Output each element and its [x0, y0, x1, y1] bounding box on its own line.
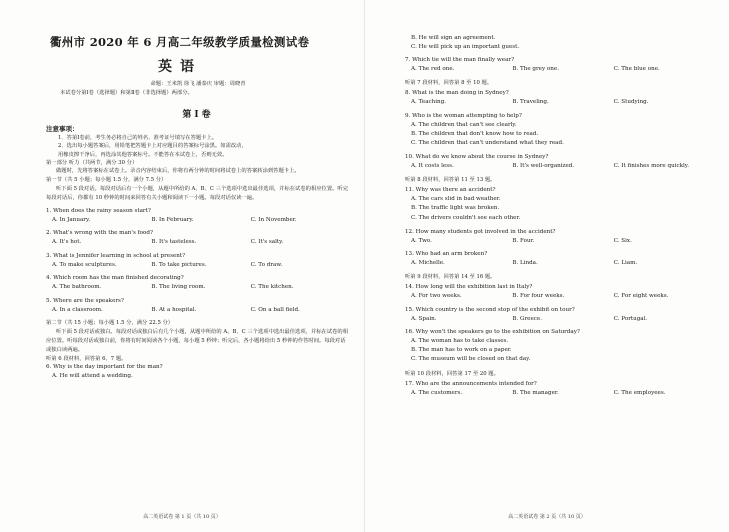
question-option: B. It's well-organized.	[512, 163, 575, 170]
question-option: B. Greece.	[512, 315, 542, 322]
question-stem: 15. Which country is the second stop of the exhibit on tour?	[405, 306, 575, 313]
exam-description: 本试卷分第Ⅰ卷（选择题）和第Ⅱ卷（非选择题）两部分。	[60, 90, 193, 97]
option-row	[46, 306, 350, 316]
subsection-one-intro: 听下面 5 段对话。每段对话后有一个小题，从题中所给的 A、B、C 三个选项中选出最佳选项，并标在试卷的相应位置。听完每段对话后，你都有 10 秒钟的时间来回答有关小题和阅读下一小题。每段对话仅读一遍。	[46, 185, 349, 201]
question-stem: 14. How long will the exhibition last in Italy?	[405, 284, 533, 291]
question-option: B. The traffic light was broken.	[411, 205, 500, 212]
question-option: A. To make sculptures.	[52, 261, 117, 268]
question-stem: 9. Who is the woman attempting to help?	[405, 112, 522, 119]
option-row	[405, 315, 715, 325]
material-note: 听第 7 段材料，回答第 8 至 10 题。	[405, 79, 493, 86]
question-option: C. The children that can't understand what they read.	[411, 140, 564, 147]
question-option: C. On a ball field.	[250, 306, 300, 313]
option-row	[405, 259, 715, 269]
note-item: 2．选出每小题答案后，用铅笔把答题卡上对应题目的答案标号涂黑。如需改动，	[58, 143, 247, 150]
section-one-intro: 做题时，先将答案标在试卷上。录音内容结束后，你将有两分钟的时间将试卷上的答案转涂到答题卡上。	[56, 168, 300, 175]
question-option: C. To draw.	[250, 261, 283, 268]
option-row	[46, 261, 350, 271]
note-item: 用橡皮擦干净后，再选涂其他答案标号。不能答在本试卷上，否则无效。	[58, 151, 228, 158]
question-option: A. He will attend a wedding.	[52, 373, 133, 380]
question-stem: 11. Why was there an accident?	[405, 187, 496, 194]
question-option: B. The children that don't know how to read.	[411, 130, 539, 137]
section-one-heading: 第一部分 听力（共两节，满分 30 分）	[46, 160, 138, 167]
exam-title: 衢州市 2020 年 6 月高二年级教学质量检测试卷	[50, 35, 310, 49]
option-row	[405, 162, 715, 172]
left-page	[0, 0, 364, 532]
question-stem: 6. Why is the day important for the man?	[46, 364, 163, 371]
question-option: B. The man has to work on a paper.	[411, 347, 512, 354]
option-row	[46, 283, 350, 293]
question-option: B. The living room.	[151, 284, 206, 291]
question-option: A. Michelle.	[411, 260, 445, 267]
question-option: A. Teaching.	[411, 99, 447, 106]
question-option: B. Linda.	[512, 260, 538, 267]
question-option: B. It's tasteless.	[151, 239, 197, 246]
section-two-intro: 听下面 5 段对话或独白。每段对话或独白后有几个小题，从题中所给的 A、B、C 三个选项中选出最佳选项，并标在试卷的相应位置。听每段对话或独白前，你将有时间阅读各个小题，每小题 5 秒钟；听完后，各小题将给出 5 秒钟的作答时间。每段对话或独白读两遍。	[46, 328, 349, 353]
question-option: A. Two.	[411, 237, 432, 244]
question-stem: 4. Which room has the man finished decorating?	[46, 275, 184, 282]
question-list	[46, 207, 350, 316]
option-row	[405, 292, 715, 302]
question-option: B. Four.	[512, 237, 535, 244]
question-option: B. Traveling.	[512, 99, 549, 106]
question-option: A. The customers.	[411, 389, 463, 396]
question-option: B. In February.	[151, 216, 194, 223]
part-one-title: 第Ⅰ卷	[182, 109, 214, 120]
material-note: 听第 8 段材料，回答第 11 至 13 题。	[405, 176, 496, 183]
question-stem: 13. Who had an arm broken?	[405, 251, 488, 258]
question-option: A. Spain.	[411, 315, 437, 322]
option-row	[405, 65, 715, 75]
page-footer: 高二英语试卷 第 1 页（共 10 页）	[143, 514, 221, 520]
question-option: C. He will pick up an important guest.	[411, 44, 520, 51]
question-option: A. It's hot.	[52, 239, 82, 246]
question-option: A. The woman has to take classes.	[411, 338, 509, 345]
question-option: A. In a classroom.	[52, 306, 103, 313]
question-option: C. In November.	[250, 216, 297, 223]
question-option: B. The manager.	[512, 389, 559, 396]
section-two-heading: 第二节（共 15 小题；每小题 1.5 分，满分 22.5 分）	[46, 320, 174, 327]
question-stem: 1. When does the rainy season start?	[46, 207, 151, 214]
question-option: B. For four weeks.	[512, 293, 565, 300]
question-option: C. Six.	[613, 237, 632, 244]
question-option: C. For eight weeks.	[613, 293, 669, 300]
question-option: A. The children that can't see clearly.	[411, 121, 517, 128]
option-row	[405, 237, 715, 247]
question-stem: 16. Why won't the speakers go to the exhibition on Saturday?	[405, 329, 580, 336]
question-option: A. The bathroom.	[52, 284, 102, 291]
option-row	[46, 238, 350, 248]
question-option: C. It's salty.	[250, 239, 284, 246]
question-stem: 17. Who are the announcements intended for?	[405, 381, 537, 388]
question-option: B. He will sign an agreement.	[411, 35, 496, 41]
question-option: C. It finishes more quickly.	[613, 163, 689, 170]
question-option: A. The red one.	[411, 66, 455, 73]
question-stem: 5. Where are the speakers?	[46, 297, 124, 304]
question-list	[405, 56, 715, 398]
question-option: A. The cars slid in bad weather.	[411, 196, 501, 203]
page-footer: 高二英语试卷 第 2 页（共 10 页）	[508, 514, 586, 520]
question-option: C. Studying.	[613, 99, 649, 106]
question-option: C. The blue one.	[613, 66, 660, 73]
option-row	[405, 98, 715, 108]
material-note: 听第 6 段材料，回答第 6、7 题。	[46, 355, 127, 362]
question-option: C. Portugal.	[613, 315, 648, 322]
question-stem: 7. Which tie will the man finally wear?	[405, 57, 515, 64]
notes-title: 注意事项：	[46, 124, 79, 133]
right-page	[365, 0, 729, 532]
question-option: C. The employees.	[613, 389, 666, 396]
question-option: A. For two weeks.	[411, 293, 462, 300]
material-note: 听第 9 段材料，回答第 14 至 16 题。	[405, 273, 496, 280]
question-stem: 3. What is Jennifer learning in school at present?	[46, 252, 186, 259]
note-item: 1．答第Ⅰ卷前，考生务必将自己的姓名、准考证号填写在答题卡上。	[58, 134, 218, 141]
authors-line: 命题：王米凯 徐飞 潘泰庆 审题：周晓青	[150, 81, 246, 87]
question-option: A. In January.	[52, 216, 91, 223]
option-row	[405, 389, 715, 399]
subsection-one-heading: 第一节（共 5 小题；每小题 1.5 分，满分 7.5 分）	[46, 177, 167, 184]
question-option: C. The kitchen.	[250, 284, 294, 291]
option-row	[46, 216, 350, 226]
question-stem: 2. What's wrong with the man's food?	[46, 230, 153, 237]
question-stem: 8. What is the man doing in Sydney?	[405, 90, 509, 97]
question-stem: 12. How many students got involved in the accident?	[405, 228, 556, 235]
question-option: A. It costs less.	[411, 163, 454, 170]
question-option: C. The drivers couldn't see each other.	[411, 214, 521, 221]
question-option: B. To take pictures.	[151, 261, 207, 268]
material-note: 听第 10 段材料，回答第 17 至 20 题。	[405, 370, 499, 377]
question-option: B. The grey one.	[512, 66, 559, 73]
question-option: B. At a hospital.	[151, 306, 197, 313]
question-stem: 10. What do we know about the course in Sydney?	[405, 154, 549, 161]
question-option: C. Liam.	[613, 260, 638, 267]
subject-title: 英语	[158, 59, 202, 75]
question-option: C. The museum will be closed on that day.	[411, 356, 531, 363]
